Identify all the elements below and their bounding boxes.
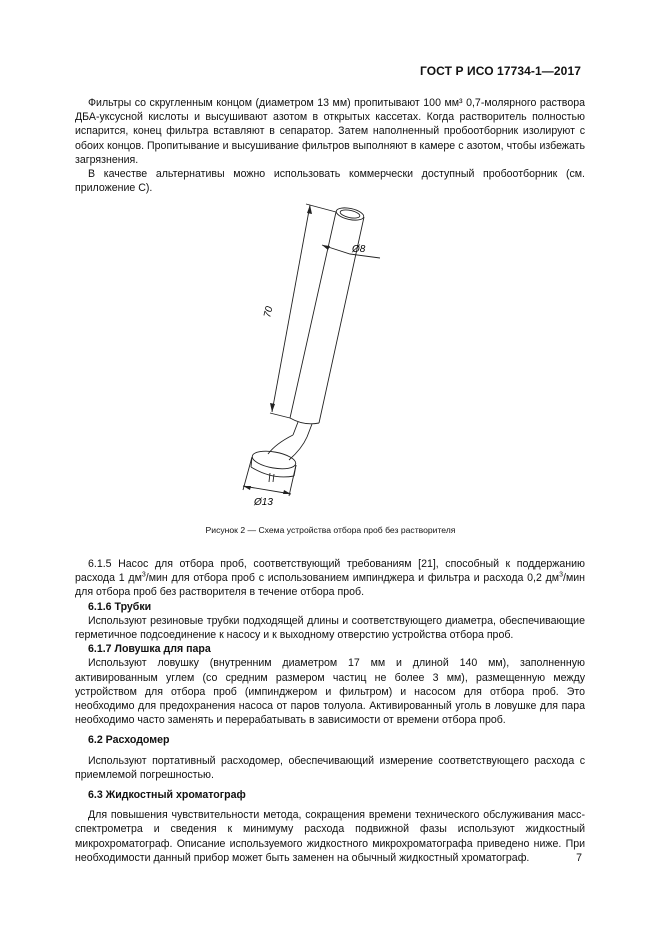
dimension-length-label: 70 (262, 305, 276, 319)
tube-neck (293, 422, 312, 437)
tube-bottom-edge (290, 418, 319, 424)
section-6-1-5-text-b: /мин для отбора проб с использованием импинджера и фильтра и расхода 0,2 дм (145, 572, 560, 585)
filter-outlet (269, 473, 274, 482)
tube-top-opening (335, 206, 365, 223)
funnel-body (268, 435, 307, 460)
section-6-1-7-text: Используют ловушку (внутренним диаметром 17 мм и длиной 140 мм), заполненную активированным углем (со средним размером частиц не более 3 мм), размещенную между устройством для отбора проб (импинджером и фильтром) и насосом для отбора проб. Это необходимо для предохранения насоса от паров толуола. Активированный уголь в ловушке для пара необходимо часто заменять и перерабатывать в зависимости от времени отбора проб. (75, 657, 585, 727)
section-6-1-5-text-c: /мин для отбора проб без растворителя в течение отбора проб. (75, 572, 585, 599)
dimension-tube-diameter-label: Ø8 (352, 244, 366, 255)
section-6-1-6-title: 6.1.6 Трубки (88, 600, 152, 613)
dimension-base-diameter-label: Ø13 (254, 497, 273, 508)
section-6-3-text: Для повышения чувствительности метода, сокращения времени технического обслуживания масс-спектрометра и сведения к минимуму расхода подвижной фазы используют жидкостный микрохроматограф. Описание используемого жидкостного микрохроматографа приведено ниже. При необходимости данный прибор может быть заменен на обычный жидкостный хроматограф. (75, 809, 585, 864)
section-6-1-7-title: 6.1.7 Ловушка для пара (88, 643, 211, 656)
dimension-length-line (272, 205, 310, 412)
dimension-length-extension-bottom (270, 413, 290, 418)
dimension-tube-leader (322, 245, 380, 258)
figure-caption: Рисунок 2 — Схема устройства отбора проб без растворителя (205, 525, 456, 535)
dimension-base-extension-left (243, 457, 252, 490)
filter-base-top (251, 448, 297, 471)
page-number: 7 (576, 852, 582, 864)
intro-paragraph-1: Фильтры со скругленным концом (диаметром 13 мм) пропитывают 100 мм³ 0,7-молярного раствора ДБА-уксусной кислоты и высушивают азотом в открытых кассетах. Когда растворитель полностью испарится, конец фильтра вставляют в сепаратор. Затем наполненный пробоотборник изолируют с обоих концов. Пропитывание и высушивание фильтров выполняют в камере с азотом, чтобы избежать загрязнения. (75, 97, 585, 166)
unit-superscript-1: 3 (141, 571, 146, 579)
sections-text-block (75, 557, 585, 865)
intro-text-block (75, 96, 585, 195)
dimension-length-arrow-bottom (270, 403, 275, 412)
dimension-base-arrow-left (243, 486, 251, 490)
section-6-1-5-number: 6.1.5 (88, 558, 112, 570)
section-6-2-text: Используют портативный расходомер, обеспечивающий измерение соответствующего расхода с приемлемой погрешностью. (75, 754, 585, 781)
section-6-1-5-paragraph (75, 557, 585, 600)
section-6-1-5-text-a: Насос для отбора проб, соответствующий требованиям [21], способный к поддержанию расхода 1 дм (75, 558, 585, 585)
section-6-2-title: 6.2 Расходомер (88, 734, 170, 747)
dimension-base-extension-right (289, 465, 296, 496)
document-code-header: ГОСТ Р ИСО 17734-1—2017 (419, 64, 581, 78)
dimension-length-arrow-top (307, 205, 312, 214)
section-6-3-title: 6.3 Жидкостный хроматограф (88, 789, 246, 802)
section-6-1-6-text: Используют резиновые трубки подходящей длины и соответствующего диаметра, обеспечивающие герметичное подсоединение к насосу и к выходному отверстию устройства отбора проб. (75, 614, 585, 642)
intro-paragraph-2: В качестве альтернативы можно использовать коммерчески доступный пробоотборник (см. приложение С). (75, 168, 585, 195)
unit-superscript-2: 3 (559, 571, 563, 579)
sampling-device-figure (0, 190, 661, 520)
